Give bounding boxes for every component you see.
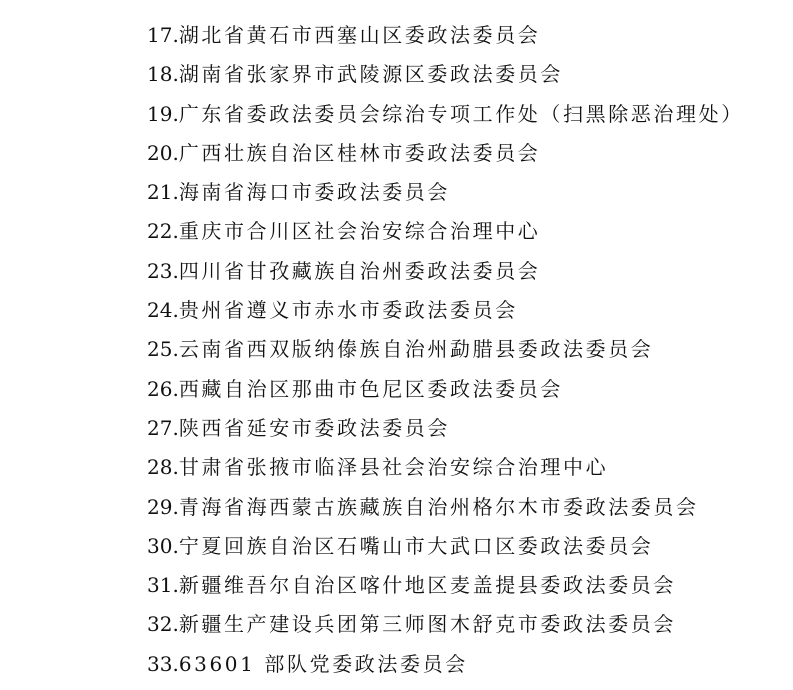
item-text: 海南省海口市委政法委员会 (178, 180, 451, 205)
item-number: 25. (147, 337, 179, 362)
item-number: 24. (147, 298, 179, 323)
list-item (147, 409, 744, 448)
item-number: 22. (147, 219, 179, 244)
item-number: 17. (147, 23, 179, 47)
item-text: 63601 部队党委政法委员会 (178, 651, 468, 676)
item-number: 28. (147, 455, 179, 480)
item-text: 湖北省黄石市西塞山区委政法委员会 (178, 23, 541, 47)
organization-list (147, 16, 744, 684)
list-item (147, 95, 744, 134)
list-item (147, 252, 744, 291)
item-text: 甘肃省张掖市临泽县社会治安综合治理中心 (178, 455, 609, 480)
list-item (147, 212, 744, 251)
item-text: 湖南省张家界市武陵源区委政法委员会 (178, 62, 564, 87)
item-text: 西藏自治区那曲市色尼区委政法委员会 (178, 376, 564, 401)
item-number: 20. (147, 140, 179, 165)
list-item (147, 448, 744, 487)
item-text: 广东省委政法委员会综治专项工作处（扫黑除恶治理处） (178, 101, 744, 126)
list-item (147, 291, 744, 330)
item-number: 31. (147, 573, 179, 598)
list-item (147, 134, 744, 173)
item-text: 广西壮族自治区桂林市委政法委员会 (178, 140, 541, 165)
item-number: 26. (147, 376, 179, 401)
item-number: 33. (147, 651, 179, 676)
item-text: 宁夏回族自治区石嘴山市大武口区委政法委员会 (178, 533, 654, 558)
item-number: 23. (147, 258, 179, 283)
list-item (147, 605, 744, 644)
item-text: 新疆生产建设兵团第三师图木舒克市委政法委员会 (178, 612, 677, 637)
list-item (147, 370, 744, 409)
list-item (147, 173, 744, 212)
item-text: 陕西省延安市委政法委员会 (178, 415, 451, 440)
item-number: 29. (147, 494, 179, 519)
item-number: 19. (147, 101, 179, 126)
list-item (147, 566, 744, 605)
item-text: 贵州省遵义市赤水市委政法委员会 (178, 298, 518, 323)
list-item (147, 645, 744, 684)
item-number: 18. (147, 62, 179, 87)
item-text: 云南省西双版纳傣族自治州勐腊县委政法委员会 (178, 337, 654, 362)
item-number: 27. (147, 415, 179, 440)
item-text: 重庆市合川区社会治安综合治理中心 (178, 219, 541, 244)
item-number: 32. (147, 612, 179, 637)
item-text: 四川省甘孜藏族自治州委政法委员会 (178, 258, 541, 283)
list-item (147, 488, 744, 527)
list-item (147, 55, 744, 94)
item-number: 30. (147, 533, 179, 558)
list-item (147, 527, 744, 566)
item-text: 新疆维吾尔自治区喀什地区麦盖提县委政法委员会 (178, 573, 677, 598)
item-text: 青海省海西蒙古族藏族自治州格尔木市委政法委员会 (178, 494, 699, 519)
item-number: 21. (147, 180, 179, 205)
list-item (147, 16, 744, 55)
list-item (147, 330, 744, 369)
